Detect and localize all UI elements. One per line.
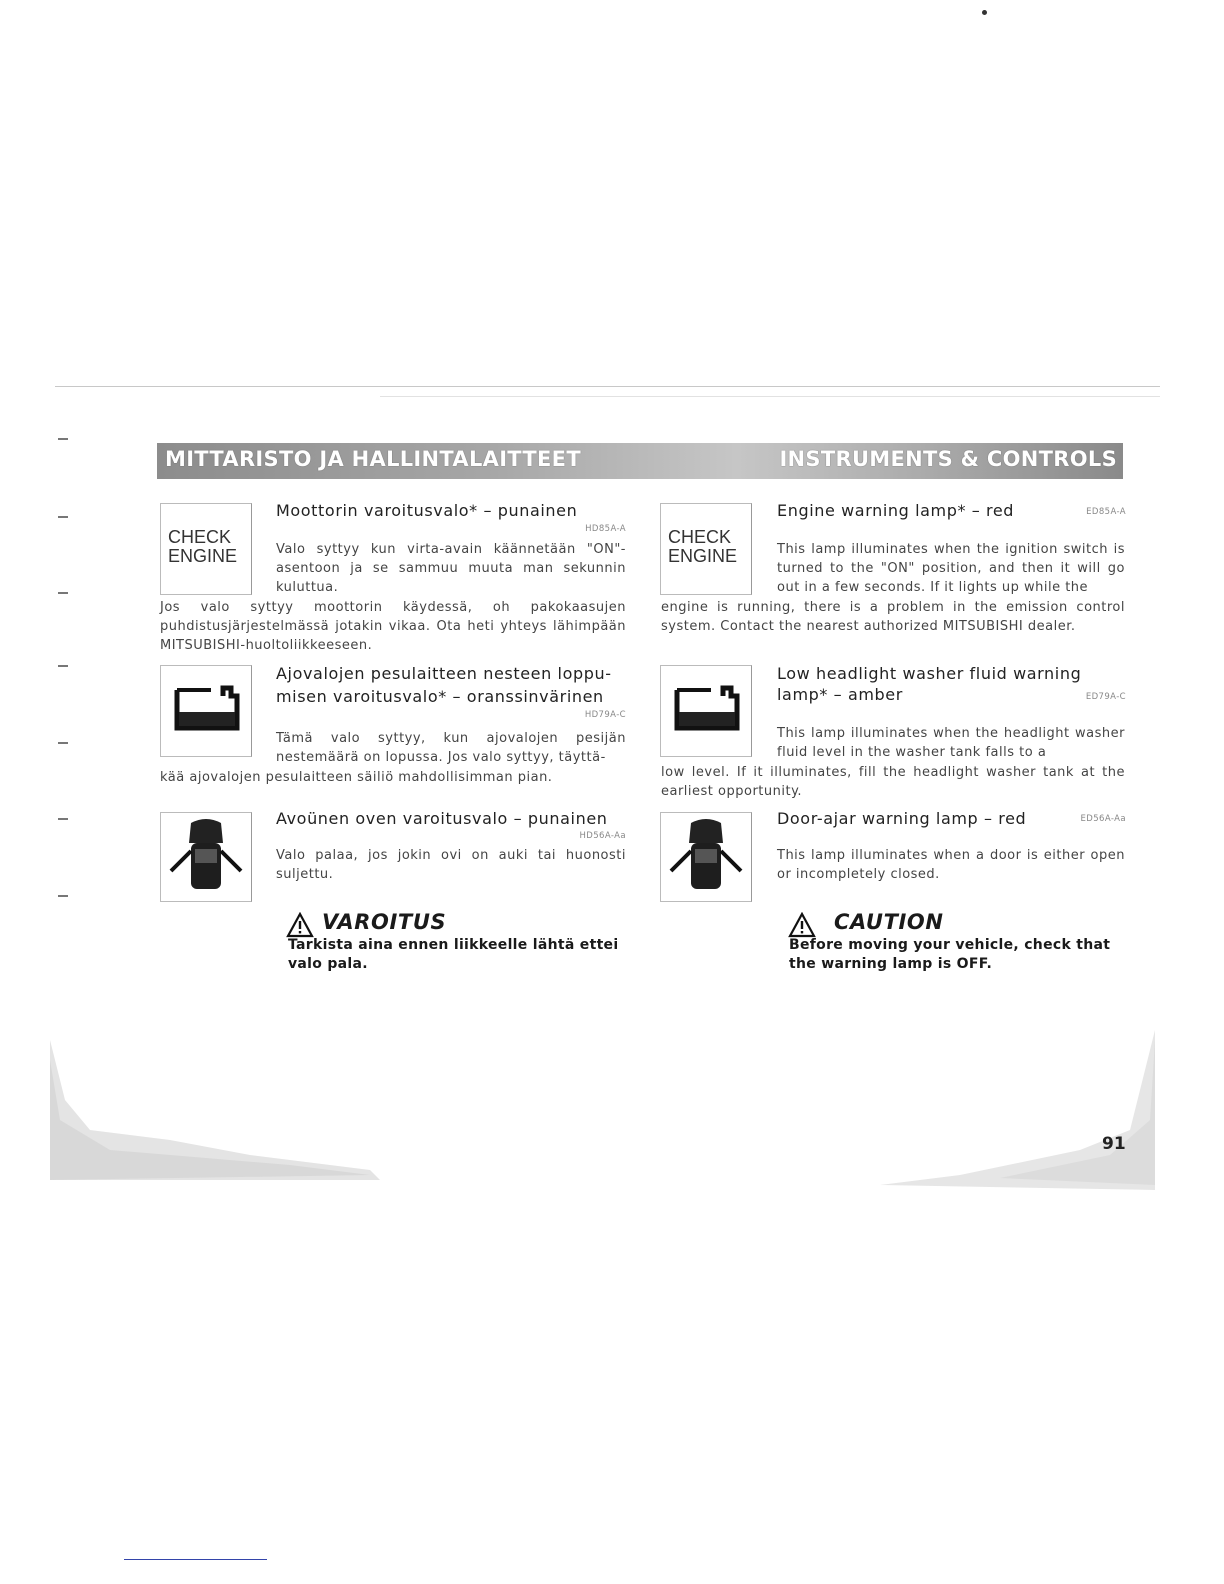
icon-label: CHECK xyxy=(668,527,732,547)
banner-title-en: INSTRUMENTS & CONTROLS xyxy=(779,447,1117,471)
bottom-rule xyxy=(124,1559,267,1560)
page-edge-line xyxy=(55,386,1160,387)
caution-title: CAUTION xyxy=(834,910,944,934)
warning-text: Tarkista aina ennen liikkeelle lähtä ettei valo pala. xyxy=(288,937,619,972)
icon-label: ENGINE xyxy=(668,546,738,566)
door-ajar-icon xyxy=(160,812,252,902)
check-engine-icon xyxy=(660,503,752,595)
washer-fluid-icon xyxy=(660,665,752,757)
engine-lamp-text: This lamp illuminates when the ignition switch is turned to the "ON" position, and then it will go out in a few seconds. If it lights up while the xyxy=(777,542,1125,595)
ref-code: ED79A-C xyxy=(1085,692,1126,702)
section-banner xyxy=(157,443,1123,479)
scan-shadow-right xyxy=(880,1030,1155,1190)
icon-label: ENGINE xyxy=(168,546,238,566)
scan-shadow-left xyxy=(50,1040,390,1180)
washer-lamp-text-2: kää ajovalojen pesulaitteen säiliö mahdollisimman pian. xyxy=(160,770,553,785)
warning-title: VAROITUS xyxy=(322,910,447,934)
door-lamp-title: Avoünen oven varoitusvalo – punainen xyxy=(276,809,608,828)
ref-code: ED56A-Aa xyxy=(1080,814,1126,824)
washer-lamp-text: Tämä valo syttyy, kun ajovalojen pesijän nestemäärä on lopussa. Jos valo syttyy, täyttä- xyxy=(276,731,626,765)
check-engine-icon xyxy=(160,503,252,595)
washer-lamp-text-2: low level. If it illuminates, fill the headlight washer tank at the earliest opportunity. xyxy=(661,765,1125,799)
engine-lamp-title: Engine warning lamp* – red xyxy=(777,501,1015,520)
washer-tank-icon xyxy=(661,666,751,756)
icon-label: CHECK xyxy=(168,527,232,547)
caution-text: Before moving your vehicle, check that the warning lamp is OFF. xyxy=(789,937,1111,972)
warning-triangle-icon xyxy=(788,912,816,938)
banner-title-fi: MITTARISTO JA HALLINTALAITTEET xyxy=(165,447,581,471)
engine-lamp-title: Moottorin varoitusvalo* – punainen xyxy=(276,501,578,520)
ref-code: HD79A-C xyxy=(584,710,626,720)
door-lamp-text: Valo palaa, jos jokin ovi on auki tai huonosti suljettu. xyxy=(276,848,626,882)
speck xyxy=(982,10,987,15)
warning-triangle-icon xyxy=(286,912,314,938)
engine-lamp-text-2: Jos valo syttyy moottorin käydessä, oh pakokaasujen puhdistusjärjestelmässä jotakin vikaa. Ota heti yhteys lähimpään MITSUBISHI-huoltoliikkeeseen. xyxy=(160,600,626,653)
ref-code: ED85A-A xyxy=(1086,507,1126,517)
engine-lamp-text-2: engine is running, there is a problem in the emission control system. Contact the nearest authorized MITSUBISHI dealer. xyxy=(661,600,1125,634)
page-edge-line-2 xyxy=(380,396,1160,397)
door-ajar-icon xyxy=(660,812,752,902)
ref-code: HD56A-Aa xyxy=(579,831,626,841)
door-lamp-text: This lamp illuminates when a door is either open or incompletely closed. xyxy=(777,848,1125,882)
washer-lamp-title-2: lamp* – amber xyxy=(777,685,903,704)
washer-lamp-title-1: Ajovalojen pesulaitteen nesteen loppu- xyxy=(276,664,612,683)
washer-fluid-icon xyxy=(160,665,252,757)
door-lamp-title: Door-ajar warning lamp – red xyxy=(777,809,1027,828)
car-door-icon xyxy=(161,813,251,901)
washer-lamp-text: This lamp illuminates when the headlight washer fluid level in the washer tank falls to a xyxy=(777,726,1125,760)
washer-tank-icon xyxy=(161,666,251,756)
car-door-icon xyxy=(661,813,751,901)
engine-lamp-text: Valo syttyy kun virta-avain käännetään "ON"-asentoon ja se sammuu muuta man sekunnin kuluttua. xyxy=(276,542,626,595)
washer-lamp-title-2: misen varoitusvalo* – oranssinvärinen xyxy=(276,687,604,706)
washer-lamp-title-1: Low headlight washer fluid warning xyxy=(777,664,1082,683)
ref-code: HD85A-A xyxy=(585,524,626,534)
page-number: 91 xyxy=(1102,1134,1126,1154)
